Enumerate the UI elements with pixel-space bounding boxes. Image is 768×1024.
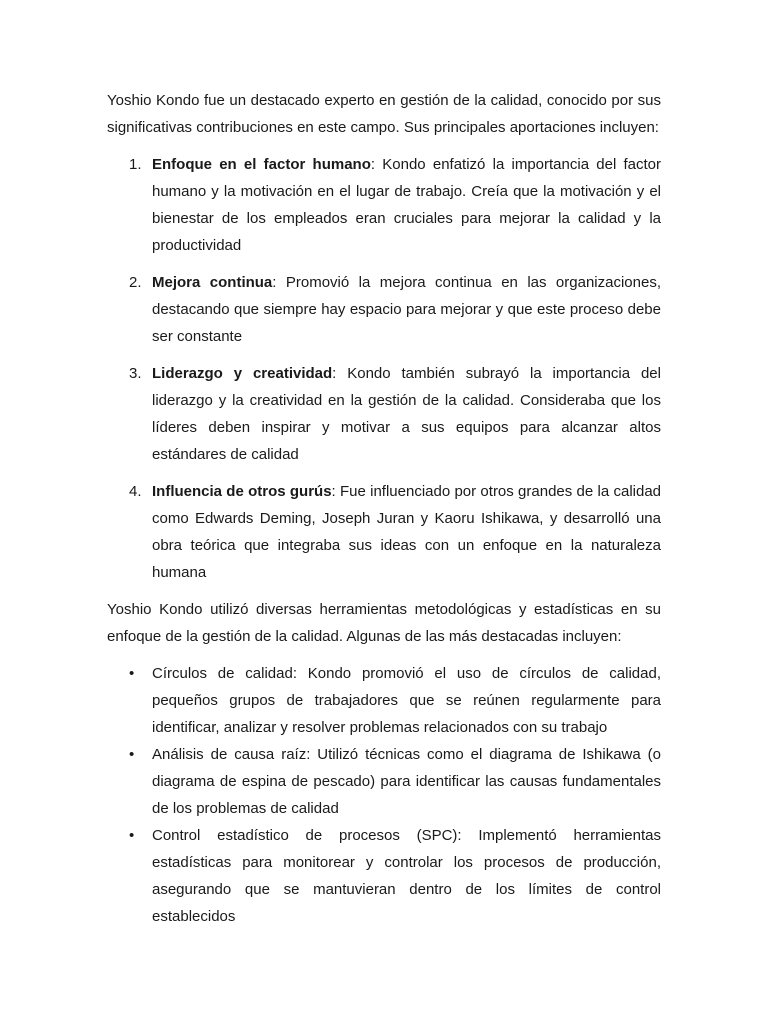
list-number: 2. — [129, 274, 142, 291]
list-item — [107, 660, 661, 741]
bullet-icon: • — [129, 827, 135, 844]
tools-intro-paragraph: Yoshio Kondo utilizó diversas herramientas metodológicas y estadísticas en su enfoque de la gestión de la calidad. Algunas de las más destacadas incluyen: — [107, 601, 661, 645]
list-item-text: : Fue influenciado por otros grandes de la calidad como Edwards Deming, Joseph Juran y Kaoru Ishikawa, y desarrolló una obra teórica que integraba sus ideas con un enfoque en la naturaleza humana — [152, 483, 662, 581]
list-item-text: : Promovió la mejora continua en las organizaciones, destacando que siempre hay espacio para mejorar y que este proceso debe ser constante — [152, 274, 661, 345]
list-number: 3. — [129, 365, 142, 382]
list-item — [107, 151, 661, 259]
tools-list — [107, 660, 661, 930]
list-item-text: Análisis de causa raíz: Utilizó técnicas como el diagrama de Ishikawa (o diagrama de espina de pescado) para identificar las causas fundamentales de los problemas de calidad — [152, 746, 661, 817]
list-number: 1. — [129, 156, 142, 173]
list-item-text: Círculos de calidad: Kondo promovió el uso de círculos de calidad, pequeños grupos de trabajadores que se reúnen regularmente para identificar, analizar y resolver problemas relacionados con su trabajo — [152, 665, 661, 736]
list-item-text: Control estadístico de procesos (SPC): Implementó herramientas estadísticas para monitorear y controlar los procesos de producción, asegurando que se mantuvieran dentro de los límites de control establecidos — [152, 827, 661, 925]
list-item — [107, 478, 661, 586]
list-item-term: Mejora continua — [152, 274, 273, 291]
bullet-icon: • — [129, 665, 135, 682]
contributions-list — [107, 151, 661, 586]
bullet-icon: • — [129, 746, 135, 763]
list-item — [107, 741, 661, 822]
list-item-term: Liderazgo y creatividad — [152, 365, 333, 382]
list-number: 4. — [129, 483, 142, 500]
list-item-term: Influencia de otros gurús — [152, 483, 332, 500]
document-page — [107, 87, 661, 930]
intro-paragraph: Yoshio Kondo fue un destacado experto en gestión de la calidad, conocido por sus significativas contribuciones en este campo. Sus principales aportaciones incluyen: — [107, 92, 661, 136]
list-item — [107, 360, 661, 468]
list-item-text: : Kondo también subrayó la importancia del liderazgo y la creatividad en la gestión de la calidad. Consideraba que los líderes deben inspirar y motivar a sus equipos para alcanzar altos estándares de calidad — [152, 365, 661, 463]
list-item — [107, 822, 661, 930]
list-item — [107, 269, 661, 350]
list-item-text: : Kondo enfatizó la importancia del factor humano y la motivación en el lugar de trabajo. Creía que la motivación y el bienestar de los empleados eran cruciales para mejorar la calidad y la productividad — [152, 156, 662, 254]
list-item-term: Enfoque en el factor humano — [152, 156, 371, 173]
